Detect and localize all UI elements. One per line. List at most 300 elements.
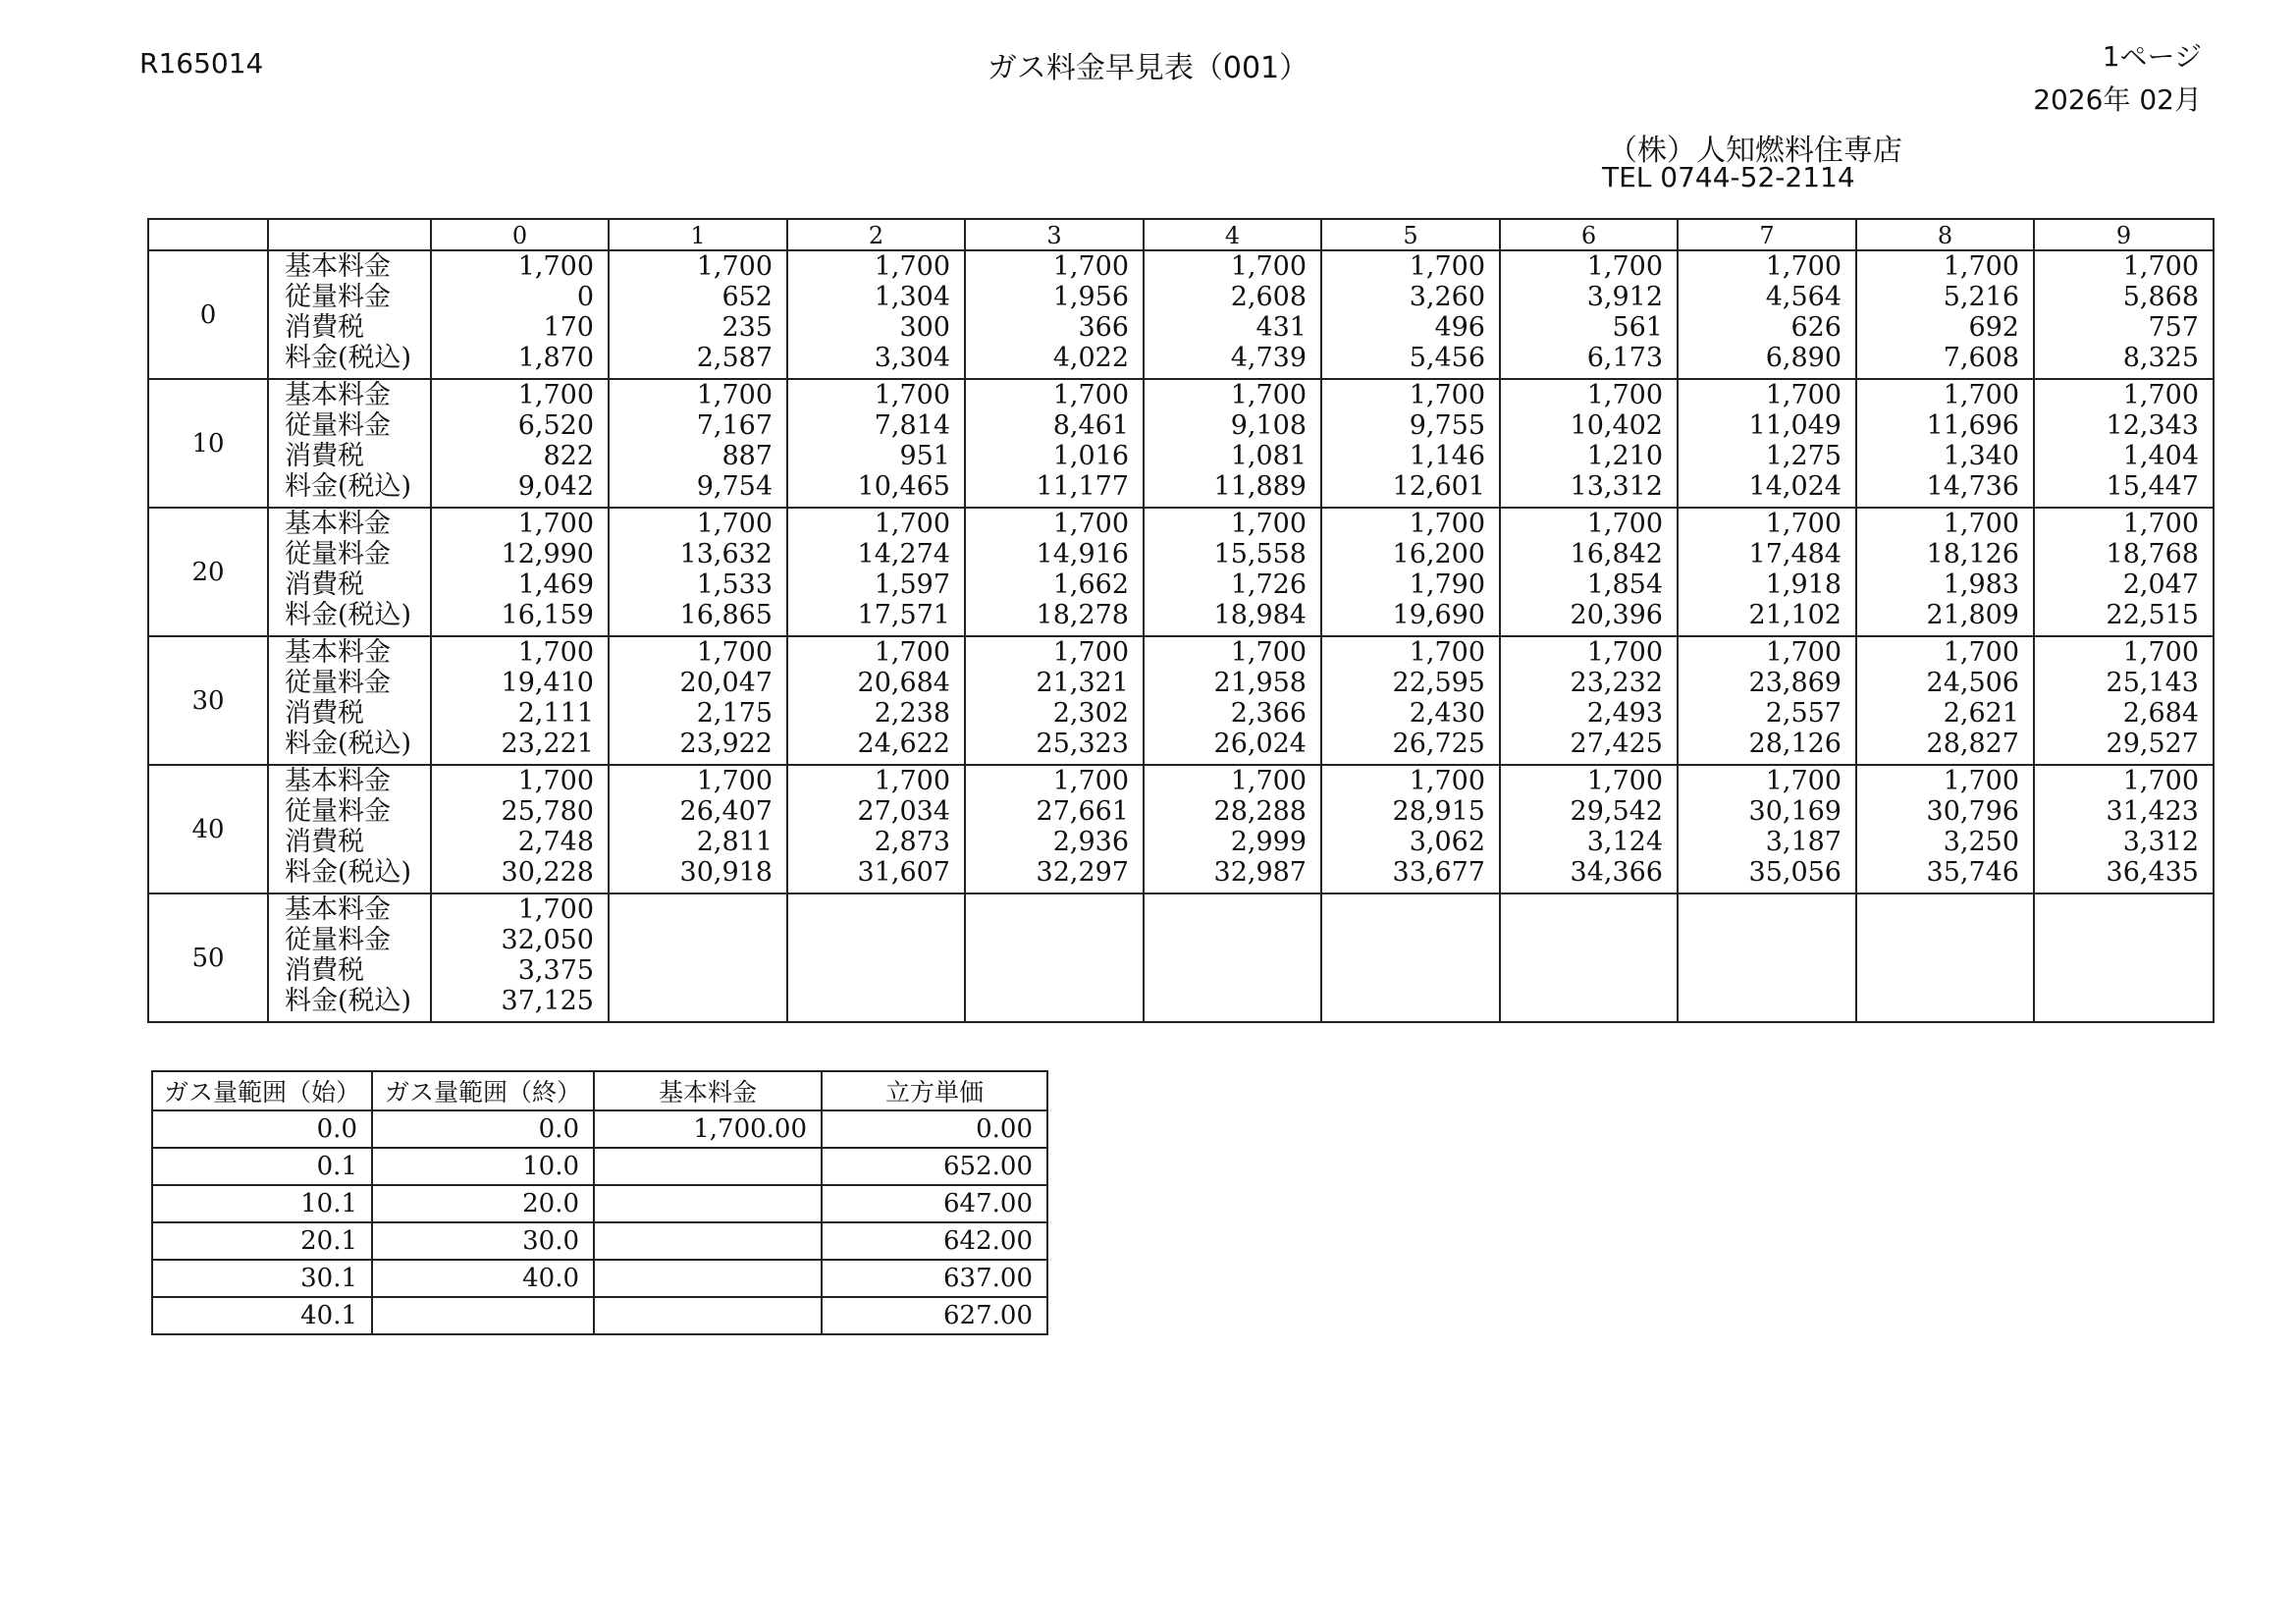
rate-value: 16,159 [501,600,594,630]
rate-cell [787,508,965,636]
rate-value: 4,739 [1230,343,1307,373]
row-label: 消費税 [285,441,364,471]
rate-value: 1,700 [1409,766,1485,796]
rate-cell [787,893,965,1022]
rate-value [2035,925,2199,955]
base-fee-value: 1,700.00 [594,1110,822,1148]
rate-value: 17,571 [857,600,950,630]
rate-value [1857,955,2019,986]
rate-value [966,955,1129,986]
rate-value: 11,049 [1748,410,1842,441]
rate-cell [609,765,787,893]
range-start-value: 40.1 [152,1297,372,1334]
row-label: 基本料金 [285,637,391,668]
rate-value: 20,684 [857,668,950,698]
rate-value: 35,746 [1926,857,2019,888]
rate-cell [1856,508,2034,636]
rate-group-row [148,250,2214,379]
rate-value: 30,918 [679,857,773,888]
rate-value: 5,456 [1409,343,1485,373]
rate-value: 496 [1434,312,1485,343]
rate-value: 10,402 [1570,410,1663,441]
column-header: 7 [1678,219,1856,250]
rate-value [610,986,773,1016]
rate-value [788,894,950,925]
unit-price-value: 637.00 [822,1260,1047,1297]
rate-value: 33,677 [1392,857,1485,888]
rate-value: 12,343 [2106,410,2199,441]
rate-value: 1,340 [1943,441,2019,471]
unit-price-value: 0.00 [822,1110,1047,1148]
rate-value: 1,700 [517,894,594,925]
rate-value: 17,484 [1748,539,1842,569]
rate-value: 2,608 [1230,282,1307,312]
row-label-cell [268,636,431,765]
rate-cell [1321,893,1500,1022]
rate-cell [1500,765,1678,893]
rate-value: 1,533 [696,569,773,600]
rate-value: 21,958 [1213,668,1307,698]
rate-value: 1,918 [1765,569,1842,600]
rate-cell [1144,508,1321,636]
rate-value: 11,696 [1926,410,2019,441]
rate-value: 25,780 [501,796,594,827]
rate-value: 1,700 [874,509,950,539]
range-row [152,1222,1047,1260]
rate-value [1857,986,2019,1016]
rate-value: 1,700 [1765,251,1842,282]
rate-value: 1,700 [1586,766,1663,796]
row-label: 料金(税込) [285,343,412,373]
rate-value: 6,173 [1586,343,1663,373]
rate-value: 1,700 [2122,380,2199,410]
rate-value: 431 [1255,312,1307,343]
row-label: 消費税 [285,955,364,986]
rate-value: 27,034 [857,796,950,827]
document-date: 2026年 02月 [2033,83,2202,116]
range-row [152,1260,1047,1297]
rate-table-header-row [148,219,2214,250]
rate-value: 1,854 [1586,569,1663,600]
range-table-header-row [152,1071,1047,1110]
rate-value: 5,868 [2122,282,2199,312]
rate-value: 1,700 [1943,509,2019,539]
rate-cell [965,893,1144,1022]
rate-cell [1856,250,2034,379]
price-range-table [151,1070,1048,1335]
rate-value [788,986,950,1016]
rate-value: 14,024 [1748,471,1842,502]
rate-value [610,955,773,986]
rate-cell [1678,508,1856,636]
rate-value: 3,250 [1943,827,2019,857]
rate-cell [2034,508,2214,636]
rate-cell [2034,765,2214,893]
rate-value: 12,990 [501,539,594,569]
rate-value: 11,889 [1213,471,1307,502]
rate-value: 19,410 [501,668,594,698]
row-label: 従量料金 [285,282,391,312]
rate-value: 1,726 [1230,569,1307,600]
rate-value: 1,700 [517,509,594,539]
rate-value: 170 [543,312,594,343]
company-name: （株）人知燃料住専店 [1608,134,1902,168]
rate-value: 1,700 [874,637,950,668]
rate-value: 18,768 [2106,539,2199,569]
rate-value: 14,916 [1036,539,1129,569]
rate-value: 1,700 [1586,380,1663,410]
rate-value: 1,404 [2122,441,2199,471]
rate-value [2035,894,2199,925]
rate-value: 1,700 [696,509,773,539]
rate-value: 6,520 [517,410,594,441]
rate-value: 31,607 [857,857,950,888]
rate-value: 23,221 [501,729,594,759]
rate-value [1145,894,1307,925]
rate-group-row [148,893,2214,1022]
rate-cell [1144,379,1321,508]
rate-value: 9,108 [1230,410,1307,441]
row-label-cell [268,379,431,508]
rate-value: 28,827 [1926,729,2019,759]
rate-value: 1,700 [1943,251,2019,282]
rate-cell [1321,250,1500,379]
rate-value: 1,700 [1409,509,1485,539]
row-label: 料金(税込) [285,986,412,1016]
rate-value: 18,984 [1213,600,1307,630]
rate-value: 9,042 [517,471,594,502]
rate-value: 2,621 [1943,698,2019,729]
rate-value: 2,811 [696,827,773,857]
column-header: 5 [1321,219,1500,250]
rate-value: 1,700 [517,766,594,796]
rate-value: 23,232 [1570,668,1663,698]
rate-value: 300 [899,312,950,343]
rate-value: 626 [1790,312,1842,343]
column-header: 9 [2034,219,2214,250]
rate-value: 1,700 [1409,637,1485,668]
rate-value: 30,228 [501,857,594,888]
rate-cell [1321,765,1500,893]
rate-value: 1,662 [1052,569,1129,600]
rate-value: 26,725 [1392,729,1485,759]
range-end-value: 0.0 [372,1110,594,1148]
rate-cell [965,765,1144,893]
rate-cell [1500,508,1678,636]
rate-value [1145,925,1307,955]
rate-value: 16,865 [679,600,773,630]
rate-value: 757 [2148,312,2199,343]
rate-value: 4,022 [1052,343,1129,373]
rate-value: 28,288 [1213,796,1307,827]
rate-cell [609,893,787,1022]
rate-cell [1500,379,1678,508]
header-corner-cell [148,219,268,250]
row-label: 従量料金 [285,668,391,698]
rate-cell [609,250,787,379]
unit-price-value: 652.00 [822,1148,1047,1185]
rate-value: 2,999 [1230,827,1307,857]
rate-cell [965,636,1144,765]
rate-value: 1,700 [2122,637,2199,668]
rate-value: 2,936 [1052,827,1129,857]
unit-price-value: 647.00 [822,1185,1047,1222]
rate-value: 366 [1078,312,1129,343]
range-end-value: 30.0 [372,1222,594,1260]
rate-value [1679,894,1842,925]
row-label: 消費税 [285,312,364,343]
rate-value: 16,200 [1392,539,1485,569]
rate-value: 1,210 [1586,441,1663,471]
header-label-cell [268,219,431,250]
rate-value: 34,366 [1570,857,1663,888]
rate-value: 28,915 [1392,796,1485,827]
rate-value [1857,894,2019,925]
rate-value: 30,796 [1926,796,2019,827]
rate-value [610,894,773,925]
rate-value: 822 [543,441,594,471]
unit-price-header: 立方単価 [822,1071,1047,1110]
base-fee-value [594,1260,822,1297]
rate-value [1679,925,1842,955]
range-row [152,1185,1047,1222]
range-start-header: ガス量範囲（始） [152,1071,372,1110]
rate-value: 1,870 [517,343,594,373]
rate-value: 1,700 [696,637,773,668]
rate-cell [1144,636,1321,765]
rate-cell [1144,893,1321,1022]
rate-value: 1,700 [1230,251,1307,282]
rate-cell [2034,250,2214,379]
rate-value: 1,700 [1230,766,1307,796]
rate-value: 9,754 [696,471,773,502]
company-tel: TEL 0744-52-2114 [1602,161,1855,193]
rate-cell [1856,379,2034,508]
rate-cell [1321,508,1500,636]
rate-value: 1,700 [517,637,594,668]
row-label: 基本料金 [285,894,391,925]
rate-value: 1,700 [1586,637,1663,668]
base-fee-value [594,1222,822,1260]
rate-cell [1856,893,2034,1022]
rate-group-row [148,508,2214,636]
column-header: 3 [965,219,1144,250]
rate-value: 18,278 [1036,600,1129,630]
rate-value: 3,062 [1409,827,1485,857]
rate-value: 5,216 [1943,282,2019,312]
rate-value: 1,700 [517,251,594,282]
rate-value: 1,700 [874,380,950,410]
rate-value: 2,175 [696,698,773,729]
range-end-value [372,1297,594,1334]
rate-value: 2,430 [1409,698,1485,729]
row-label: 消費税 [285,827,364,857]
rate-value: 14,274 [857,539,950,569]
rate-value: 24,622 [857,729,950,759]
rate-value: 8,325 [2122,343,2199,373]
rate-cell [1144,250,1321,379]
rate-cell [787,379,965,508]
rate-value: 27,425 [1570,729,1663,759]
rate-value: 25,143 [2106,668,2199,698]
rate-value: 235 [721,312,773,343]
rate-cell [609,379,787,508]
rate-value: 1,700 [1765,637,1842,668]
rate-value: 3,375 [517,955,594,986]
rate-value [1501,986,1663,1016]
gas-rate-table [147,218,2215,1023]
column-header: 1 [609,219,787,250]
rate-cell [965,250,1144,379]
rate-value: 1,700 [1943,380,2019,410]
rate-value: 1,700 [1230,380,1307,410]
rate-value: 1,700 [1586,251,1663,282]
rate-value [1679,955,1842,986]
unit-price-value: 642.00 [822,1222,1047,1260]
column-header: 6 [1500,219,1678,250]
rate-value: 28,126 [1748,729,1842,759]
rate-value [788,925,950,955]
group-label: 20 [148,508,268,636]
rate-value: 29,542 [1570,796,1663,827]
rate-value: 1,700 [1586,509,1663,539]
rate-value: 1,469 [517,569,594,600]
range-end-value: 20.0 [372,1185,594,1222]
rate-value: 32,297 [1036,857,1129,888]
rate-value: 7,814 [874,410,950,441]
rate-value: 36,435 [2106,857,2199,888]
rate-value: 11,177 [1036,471,1129,502]
rate-value: 2,366 [1230,698,1307,729]
document-code: R165014 [139,47,264,80]
rate-cell [2034,893,2214,1022]
rate-cell [787,636,965,765]
rate-value: 1,700 [1052,637,1129,668]
rate-cell [431,893,609,1022]
rate-value: 1,700 [1052,509,1129,539]
rate-value [1322,986,1485,1016]
rate-table-body [148,250,2214,1022]
rate-value: 1,700 [696,766,773,796]
rate-cell [2034,379,2214,508]
rate-value: 1,700 [1765,766,1842,796]
rate-value: 8,461 [1052,410,1129,441]
rate-value: 1,275 [1765,441,1842,471]
rate-value: 14,736 [1926,471,2019,502]
rate-value: 561 [1612,312,1663,343]
rate-value: 0 [576,282,594,312]
range-end-header: ガス量範囲（終） [372,1071,594,1110]
rate-cell [1678,636,1856,765]
rate-value [1501,955,1663,986]
rate-value: 26,407 [679,796,773,827]
row-label: 消費税 [285,569,364,600]
rate-value: 1,700 [1765,380,1842,410]
range-row [152,1110,1047,1148]
row-label: 料金(税込) [285,471,412,502]
group-label: 0 [148,250,268,379]
rate-value: 1,983 [1943,569,2019,600]
rate-value: 30,169 [1748,796,1842,827]
rate-value: 26,024 [1213,729,1307,759]
rate-value: 1,700 [1943,637,2019,668]
rate-value [1145,955,1307,986]
rate-cell [1500,893,1678,1022]
row-label: 従量料金 [285,796,391,827]
rate-value: 1,790 [1409,569,1485,600]
range-start-value: 0.0 [152,1110,372,1148]
rate-value: 27,661 [1036,796,1129,827]
rate-value: 1,700 [2122,509,2199,539]
row-label: 基本料金 [285,766,391,796]
rate-value: 31,423 [2106,796,2199,827]
rate-value: 2,748 [517,827,594,857]
rate-value: 2,493 [1586,698,1663,729]
rate-value: 2,684 [2122,698,2199,729]
rate-value: 1,700 [1052,251,1129,282]
rate-cell [1678,765,1856,893]
base-fee-value [594,1148,822,1185]
row-label: 消費税 [285,698,364,729]
rate-value: 2,587 [696,343,773,373]
rate-value: 22,595 [1392,668,1485,698]
rate-value: 3,912 [1586,282,1663,312]
rate-cell [609,636,787,765]
document-title: ガス料金早見表（001） [987,51,1309,85]
rate-cell [609,508,787,636]
rate-value: 2,111 [517,698,594,729]
base-fee-header: 基本料金 [594,1071,822,1110]
row-label: 従量料金 [285,539,391,569]
row-label: 料金(税込) [285,729,412,759]
rate-cell [1500,250,1678,379]
rate-value [966,894,1129,925]
rate-cell [1500,636,1678,765]
rate-value: 887 [721,441,773,471]
rate-value: 15,558 [1213,539,1307,569]
rate-value [1501,894,1663,925]
rate-value [610,925,773,955]
row-label-cell [268,508,431,636]
rate-value: 1,700 [1765,509,1842,539]
rate-cell [431,508,609,636]
rate-cell [1856,636,2034,765]
rate-value: 16,842 [1570,539,1663,569]
group-label: 40 [148,765,268,893]
rate-value: 22,515 [2106,600,2199,630]
rate-group-row [148,765,2214,893]
rate-value [1145,986,1307,1016]
rate-cell [1678,250,1856,379]
rate-cell [1321,636,1500,765]
rate-value [1322,925,1485,955]
rate-value: 10,465 [857,471,950,502]
rate-value: 1,700 [696,380,773,410]
rate-value [2035,955,2199,986]
range-start-value: 0.1 [152,1148,372,1185]
rate-value: 37,125 [501,986,594,1016]
range-row [152,1148,1047,1185]
rate-value: 35,056 [1748,857,1842,888]
rate-value: 19,690 [1392,600,1485,630]
rate-value: 4,564 [1765,282,1842,312]
rate-value: 1,700 [1052,380,1129,410]
rate-value: 23,869 [1748,668,1842,698]
rate-value [1857,925,2019,955]
row-label-cell [268,250,431,379]
rate-group-row [148,379,2214,508]
rate-cell [787,250,965,379]
